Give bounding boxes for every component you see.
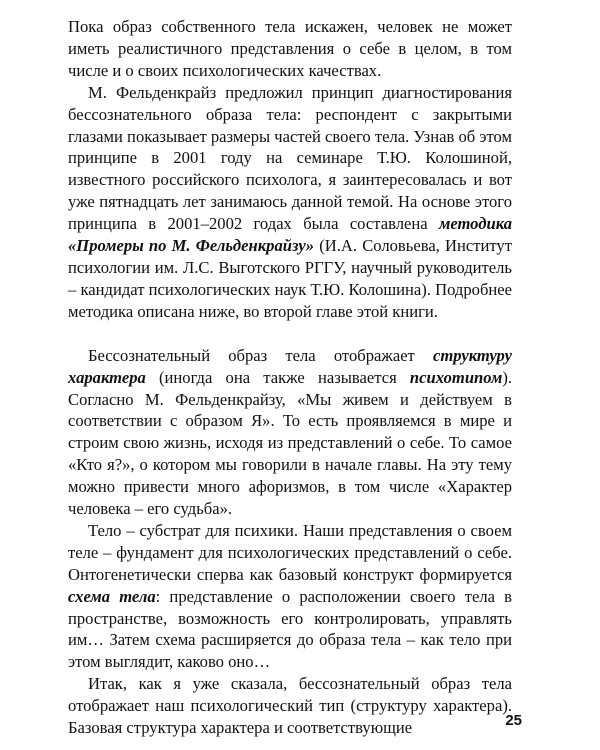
page-number: 25	[505, 712, 522, 729]
paragraph-text: Тело – субстрат для психики. Наши представления о своем теле – фундамент для психологических представлений о себе. Онтогенетически сперва как базовый конструкт формируется	[68, 520, 512, 584]
page-text	[68, 16, 512, 739]
paragraph-1	[68, 16, 512, 82]
term-emphasis: схема тела	[68, 586, 156, 606]
paragraph-text: (иногда она также называется	[145, 367, 410, 387]
term-emphasis: структуру характера	[68, 345, 512, 387]
paragraph-text: Пока образ собственного тела искажен, человек не может иметь реалистичного представления о себе в целом, в том числе и о своих психологических качествах.	[68, 17, 512, 80]
paragraph-text: Итак, как я уже сказала, бессознательный образ тела отображает наш психологический тип (структуру характера). Базовая структура характера и соответствующие	[68, 674, 512, 738]
term-emphasis: психотипом	[409, 367, 503, 387]
paragraph-text: : представление о расположении своего тела в пространстве, возможность его контролировать, управлять им… Затем схема расширяется до образа тела – как тело при этом выглядит, каково оно…	[68, 586, 512, 672]
paragraph-2	[68, 82, 512, 323]
paragraph-text: ). Согласно М. Фельденкрайзу, «Мы живем и действуем в соответствии с образом Я». То есть проявляемся в мире и строим свою жизнь, исходя из представлений о себе. То самое «Кто я?», о котором мы говорили в начале главы. На эту тему можно привести много афоризмов, в том числе «Характер человека – его судьба».	[68, 367, 512, 519]
paragraph-4	[68, 520, 512, 673]
method-name-emphasis: методика «Промеры по М. Фельденкрайзу»	[68, 214, 512, 256]
paragraph-5	[68, 673, 512, 739]
paragraph-3	[68, 345, 512, 520]
paragraph-text: (И.А. Соловьева, Институт психологии им. Л.С. Выготского РГГУ, научный руководитель – кандидат психологических наук Т.Ю. Колошина). Подробнее методика описана ниже, во второй главе этой книги.	[68, 236, 513, 321]
paragraph-text: Бессознательный образ тела отображает	[88, 345, 433, 365]
paragraph-text: М. Фельденкрайз предложил принцип диагностирования бессознательного образа тела: респондент с закрытыми глазами показывает размеры частей своего тела. Узнав об этом принципе в 2001 году на семинаре Т.Ю. Колошиной, известного российского психолога, я заинтересовалась и вот уже пятнадцать лет занимаюсь данной темой. На основе этого принципа в 2001–2002 годах была составлена	[68, 82, 512, 234]
